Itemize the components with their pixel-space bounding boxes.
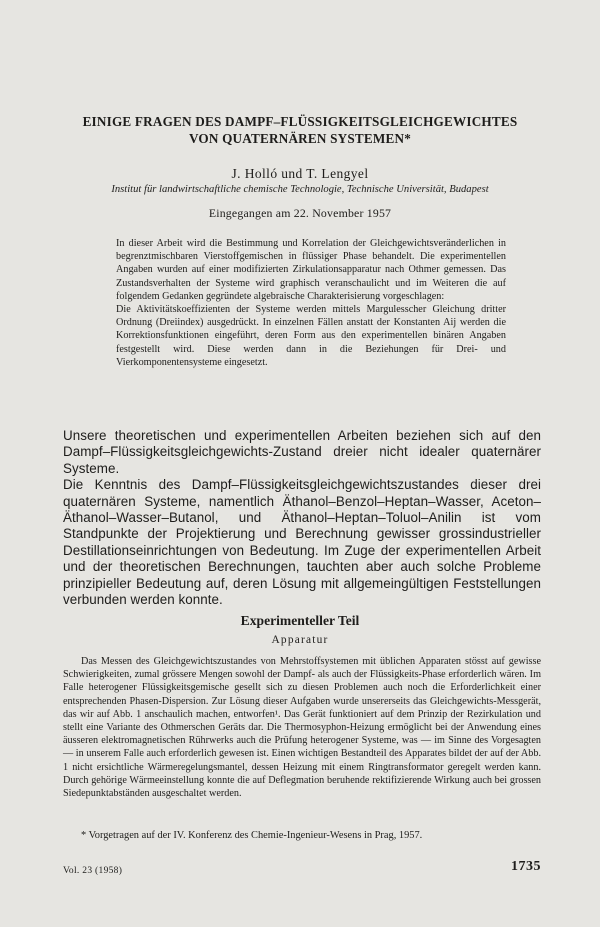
affiliation: Institut für landwirtschaftliche chemische Technologie, Technische Universität, Budapest xyxy=(111,184,489,195)
section-heading: Experimenteller Teil xyxy=(240,613,360,628)
intro-paragraph-2: Die Kenntnis des Dampf–Flüssigkeitsgleichgewichtszustandes dieser drei quaternären Systeme, namentlich Äthanol–Benzol–Heptan–Wasser, Aceton–Äthanol–Wasser–Butanol, und Äthanol–Heptan–Toluol–Anilin ist vom Standpunkte der Projektierung und Berechnung gewisser grossindustrieller Destillationseinrichtungen von Bedeutung. Im Zuge der experimentellen Arbeit und der theoretischen Berechnungen, tauchten aber auch solche Probleme prinzipieller Bedeutung auf, deren Lösung mit allgemeingültigen Feststellungen verbunden werden konnte. xyxy=(63,477,541,608)
article-title-line-1: EINIGE FRAGEN DES DAMPF–FLÜSSIGKEITSGLEICHGEWICHTES xyxy=(82,114,518,129)
intro-paragraph-1: Unsere theoretischen und experimentellen Arbeiten beziehen sich auf den Dampf–Flüssigkeitsgleichgewichts-Zustand dreier nicht idealer quaternärer Systeme. xyxy=(63,428,541,476)
section-paragraph-1: Das Messen des Gleichgewichtszustandes von Mehrstoffsystemen mit üblichen Apparaten stösst auf gewisse Schwierigkeiten, zumal grössere Mengen sowohl der Dampf- als auch der Flüssigkeits-Phase erforderlich wären. Im Falle heterogener Flüssigkeitsgemische gesellt sich zu diesen Problemen auch noch die Erforderlichkeit einer entsprechenden Phasen-Dispersion. Zur Lösung dieser Aufgaben wurde unsererseits das Gleichgewichts-Messgerät, das wir auf Abb. 1 anschaulich machen, entworfen¹. Das Gerät funktioniert auf dem Prinzip der Rezirkulation und stellt eine Variante des Othmerschen Geräts dar. Die Thermosyphon-Heizung ermöglicht bei der Anwendung eines äusseren elektromagnetischen Rührwerks auch die Prüfung heterogener Systeme, was — im Sinne des Vorgesagten — in unserem Falle auch erforderlich gewesen ist. Einen wichtigen Bestandteil des Apparates bildet der auf der Abb. 1 nicht ersichtliche Wärmeregelungsmantel, dessen Heizung mit einem Ringtransformator geregelt werden kann. Durch gehörige Wärmeeinstellung konnte die auf Deflegmation beruhende rektifizierende Wirkung auch bei grossen Siedepunktabständen ausgeschaltet werden. xyxy=(63,656,541,800)
section-body xyxy=(63,655,541,800)
abstract xyxy=(116,237,506,369)
subsection-heading: Apparatur xyxy=(271,634,329,646)
footnote-text: * Vorgetragen auf der IV. Konferenz des Chemie-Ingenieur-Wesens in Prag, 1957. xyxy=(81,830,423,841)
page-number: 1735 xyxy=(511,859,541,874)
article-title-line-2: VON QUATERNÄREN SYSTEMEN* xyxy=(188,131,412,146)
abstract-paragraph-1: In dieser Arbeit wird die Bestimmung und Korrelation der Gleichgewichtsveränderlichen in begrenztmischbaren Vierstoffgemischen in flüssiger Phase behandelt. Die experimentellen Angaben wurden auf einer modifizierten Zirkulationsapparatur nach Othmer gemessen. Das Zustandsverhalten der Systeme wird graphisch veranschaulicht und im Weiteren die auf folgendem Gedanken gegründete algebraische Charakterisierung vorgeschlagen: xyxy=(116,238,506,302)
authors: J. Holló und T. Lengyel xyxy=(231,166,369,181)
abstract-paragraph-2: Die Aktivitätskoeffizienten der Systeme werden mittels Margulesscher Gleichung dritter Ordnung (Dreiindex) ausgedrückt. In einzelnen Fällen anstatt der Konstanten Aij werden die Korrektionsfunktionen eingeführt, deren Form aus den experimentellen binären Angaben festgestellt wird. Diese werden dann in die Beziehungen für Drei- und Vierkomponentensysteme eingesetzt. xyxy=(116,304,506,368)
volume-info: Vol. 23 (1958) xyxy=(63,866,123,876)
article-title xyxy=(40,113,560,147)
footnote xyxy=(63,829,541,842)
introduction xyxy=(63,428,541,608)
received-date: Eingegangen am 22. November 1957 xyxy=(208,206,392,220)
